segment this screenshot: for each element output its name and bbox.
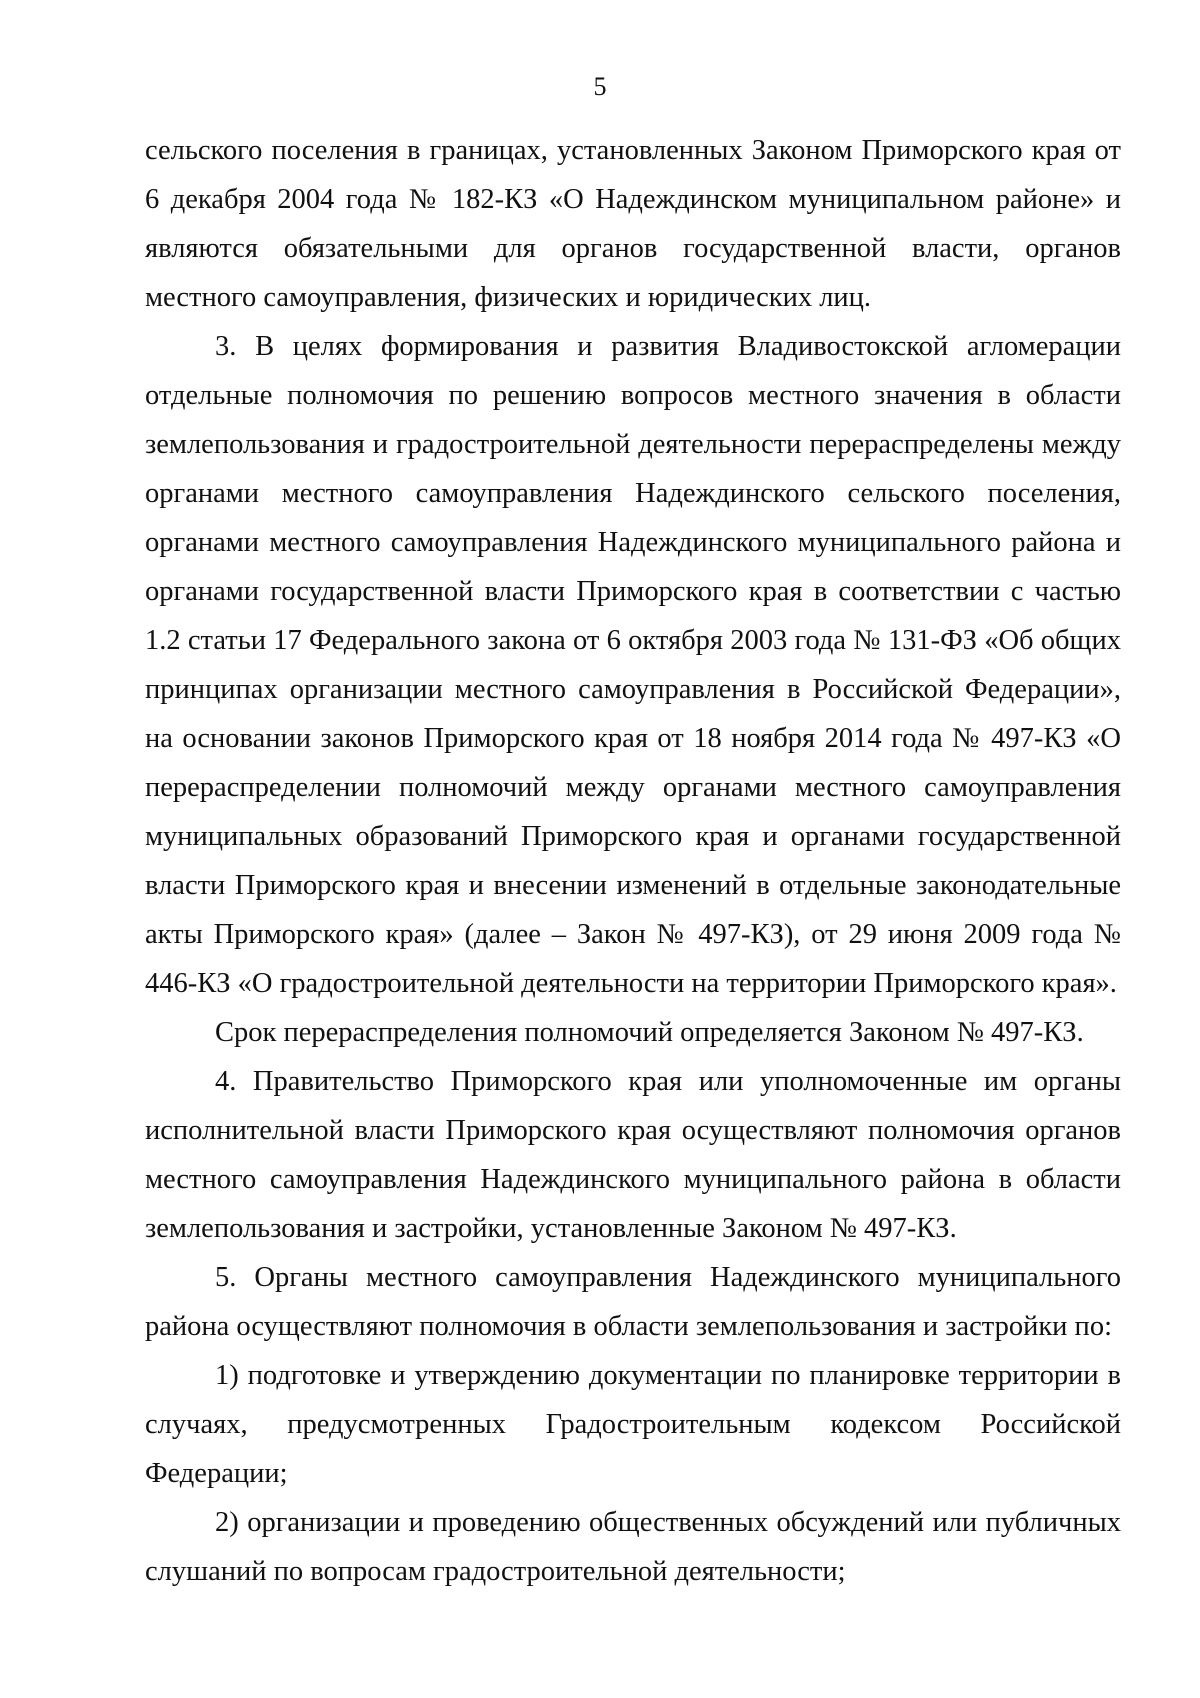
paragraph-subitem-1: 1) подготовке и утверждению документации по планировке территории в случаях, предусмотренных Градостроительным кодексом Российской Федерации; (145, 1360, 1121, 1489)
paragraph-item-3: 3. В целях формирования и развития Владивостокской агломерации отдельные полномочия по решению вопросов местного значения в области землепользования и градостроительной деятельности перераспределены между органами местного самоуправления Надеждинского сельского поселения, органами местного самоуправления Надеждинского муниципального района и органами государственной власти Приморского края в соответствии с частью 1.2 статьи 17 Федерального закона от 6 октября 2003 года № 131-ФЗ «Об общих принципах организации местного самоуправления в Российской Федерации», на основании законов Приморского края от 18 ноября 2014 года № 497-КЗ «О перераспределении полномочий между органами местного самоуправления муниципальных образований Приморского края и органами государственной власти Приморского края и внесении изменений в отдельные законодательные акты Приморского края» (далее – Закон № 497-КЗ), от 29 июня 2009 года № 446-КЗ «О градостроительной деятельности на территории Приморского края». (145, 331, 1121, 999)
document-body (145, 126, 1121, 1596)
paragraph-item-4: 4. Правительство Приморского края или уполномоченные им органы исполнительной власти Приморского края осуществляют полномочия органов местного самоуправления Надеждинского муниципального района в области землепользования и застройки, установленные Законом № 497-КЗ. (145, 1066, 1121, 1244)
page-number: 5 (593, 72, 607, 101)
paragraph-continuation: сельского поселения в границах, установленных Законом Приморского края от 6 декабря 2004 года № 182-КЗ «О Надеждинском муниципальном районе» и являются обязательными для органов государственной власти, органов местного самоуправления, физических и юридических лиц. (145, 135, 1121, 313)
paragraph-subitem-2: 2) организации и проведению общественных обсуждений или публичных слушаний по вопросам градостроительной деятельности; (145, 1507, 1121, 1587)
paragraph-item-5: 5. Органы местного самоуправления Надеждинского муниципального района осуществляют полномочия в области землепользования и застройки по: (145, 1262, 1121, 1342)
paragraph-term: Срок перераспределения полномочий определяется Законом № 497-КЗ. (215, 1017, 1084, 1048)
